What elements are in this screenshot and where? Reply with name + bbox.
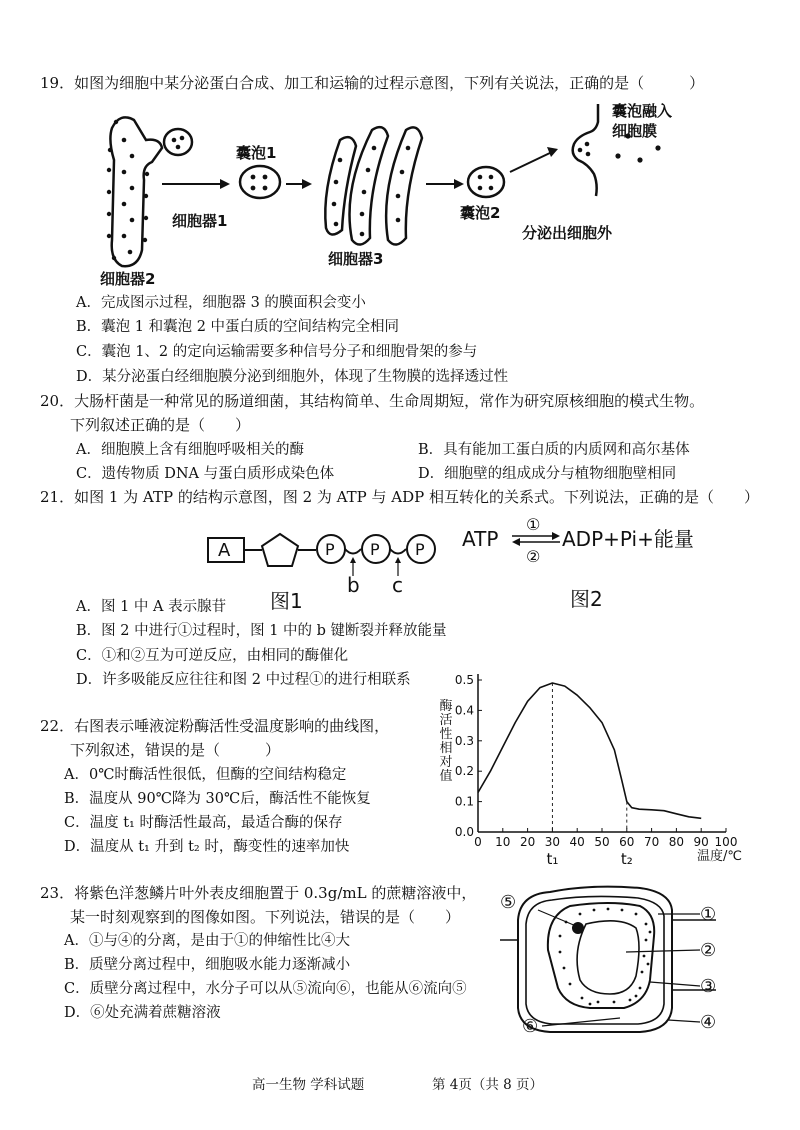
q19-option-c[interactable]: C．囊泡 1、2 的定向运输需要多种信号分子和细胞骨架的参与 [76,344,478,360]
cell-wall-inner [526,896,664,1024]
atp-adenine-label: A [218,540,231,561]
q19-stem: 19．如图为细胞中某分泌蛋白合成、加工和运输的过程示意图，下列有关说法，正确的是（ ） [40,74,705,92]
x-tick-label: 80 [668,835,685,849]
y-axis-label: 酶活性相对值 [436,698,452,783]
marker-2: ② [700,940,717,961]
mark-label: t₂ [620,850,633,868]
q23-option-a[interactable]: A．①与④的分离，是由于①的伸缩性比④大 [64,933,350,949]
q23-option-d[interactable]: D．⑥处充满着蔗糖溶液 [64,1005,221,1021]
label-fuse: 囊泡融入 [612,102,673,120]
q20-stem-line1: 20．大肠杆菌是一种常见的肠道细菌，其结构简单、生命周期短，常作为研究原核细胞的模式生物。 [40,392,705,410]
x-tick-label: 50 [594,835,610,849]
q21-option-c[interactable]: C．①和②互为可逆反应，由相同的酶催化 [76,648,349,664]
q21-atp-structure-figure [200,516,460,616]
label-organelle1: 细胞器1 [172,212,228,230]
y-tick-label: 0.1 [454,794,474,809]
equation-atp: ATP [462,527,499,551]
x-axis-label: 温度/℃ [697,849,742,864]
q19-secretion-diagram [90,100,730,300]
q22-option-b[interactable]: B．温度从 90℃降为 30℃后，酶活性不能恢复 [64,791,371,807]
activity-curve [478,683,701,818]
cytoplasm-dots [559,908,652,1006]
x-tick-label: 40 [569,835,585,849]
q20-option-c[interactable]: C．遗传物质 DNA 与蛋白质形成染色体 [76,466,335,482]
nucleus [572,922,584,934]
q21-option-b[interactable]: B．图 2 中进行①过程时，图 1 中的 b 键断裂并释放能量 [76,623,447,639]
q21-option-d[interactable]: D．许多吸能反应往往和图 2 中过程①的进行相联系 [76,672,411,688]
phosphate-1-label: P [325,540,335,559]
q22-option-d[interactable]: D．温度从 t₁ 升到 t₂ 时，酶变性的速率加快 [64,839,350,855]
q23-stem-line2: 某一时刻观察到的图像如图。下列说法，错误的是（ ） [70,908,461,926]
organelle3-golgi-shape [325,127,422,244]
vesicle1-shape [240,166,280,198]
y-tick-label: 0.2 [454,764,474,779]
equation-products: ADP+Pi+能量 [562,527,694,551]
footer-page-number: 第 4页（共 8 页） [432,1077,544,1093]
reaction-2-marker: ② [526,547,541,566]
q21-option-a[interactable]: A．图 1 中 A 表示腺苷 [76,599,227,615]
q20-stem-line2: 下列叙述正确的是（ ） [70,416,251,434]
x-tick-label: 70 [643,835,660,849]
q19-option-d[interactable]: D．某分泌蛋白经细胞膜分泌到细胞外，体现了生物膜的选择透过性 [76,369,509,385]
q22-option-a[interactable]: A．0℃时酶活性很低，但酶的空间结构稳定 [64,767,347,783]
bond-b-label: b [347,573,360,597]
mark-label: t₁ [546,850,559,868]
label-organelle3: 细胞器3 [328,250,384,268]
y-tick-label: 0.0 [454,825,474,839]
q21-stem: 21．如图 1 为 ATP 的结构示意图，图 2 为 ATP 与 ADP 相互转化的关系式。下列说法，正确的是（ ） [40,488,760,506]
marker-1: ① [700,904,717,925]
vacuole-membrane [577,921,639,994]
marker-6: ⑥ [522,1016,539,1037]
figure2-caption: 图2 [570,587,603,611]
x-tick-label: 100 [714,835,738,849]
phosphate-2-label: P [370,540,380,559]
q23-option-c[interactable]: C．质壁分离过程中，水分子可以从⑤流向⑥，也能从⑥流向⑤ [64,981,467,997]
enzyme-activity-chart [430,664,750,878]
y-tick-label: 0.4 [454,703,474,718]
cell-membrane-shape [573,104,598,196]
label-vesicle2: 囊泡2 [460,204,501,222]
x-tick-label: 60 [619,835,635,849]
bond-c-label: c [392,573,403,597]
y-tick-label: 0.3 [454,733,474,748]
label-fuse2: 细胞膜 [612,122,658,140]
q22-stem-line1: 22．右图表示唾液淀粉酶活性受温度影响的曲线图， [40,717,390,735]
vesicle2-shape [468,167,504,197]
figure1-caption: 图1 [270,589,303,613]
q23-stem-line1: 23．将紫色洋葱鳞片叶外表皮细胞置于 0.3g/mL 的蔗糖溶液中， [40,884,477,902]
q19-option-b[interactable]: B．囊泡 1 和囊泡 2 中蛋白质的空间结构完全相同 [76,319,400,335]
organelle2-er-shape [107,117,192,266]
footer-subject: 高一生物 学科试题 [252,1077,365,1093]
label-organelle2: 细胞器2 [100,270,156,288]
x-tick-label: 90 [693,835,709,849]
cell-wall-outer [518,887,672,1032]
x-tick-label: 30 [544,835,561,849]
label-vesicle1: 囊泡1 [236,144,277,162]
q22-option-c[interactable]: C．温度 t₁ 时酶活性最高，最适合酶的保存 [64,815,343,831]
q22-stem-line2: 下列叙述，错误的是（ ） [70,741,281,759]
reaction-1-marker: ① [526,515,541,534]
q20-option-d[interactable]: D．细胞壁的组成成分与植物细胞壁相同 [418,466,677,482]
marker-5: ⑤ [500,892,517,913]
x-tick-label: 0 [474,835,482,849]
marker-4: ④ [700,1012,717,1033]
q20-option-b[interactable]: B．具有能加工蛋白质的内质网和高尔基体 [418,442,690,458]
q19-option-a[interactable]: A．完成图示过程，细胞器 3 的膜面积会变小 [76,295,366,311]
x-tick-label: 10 [495,835,511,849]
y-tick-label: 0.5 [454,673,474,687]
x-tick-label: 20 [519,835,536,849]
ribose-pentagon [262,534,298,566]
q20-option-a[interactable]: A．细胞膜上含有细胞呼吸相关的酶 [76,442,304,458]
phosphate-3-label: P [415,540,425,559]
q21-atp-adp-equation-figure [460,512,740,612]
q23-option-b[interactable]: B．质壁分离过程中，细胞吸水能力逐渐减小 [64,957,351,973]
q23-plasmolysis-figure [490,880,740,1040]
label-secrete: 分泌出细胞外 [522,224,613,242]
marker-3: ③ [700,976,717,997]
